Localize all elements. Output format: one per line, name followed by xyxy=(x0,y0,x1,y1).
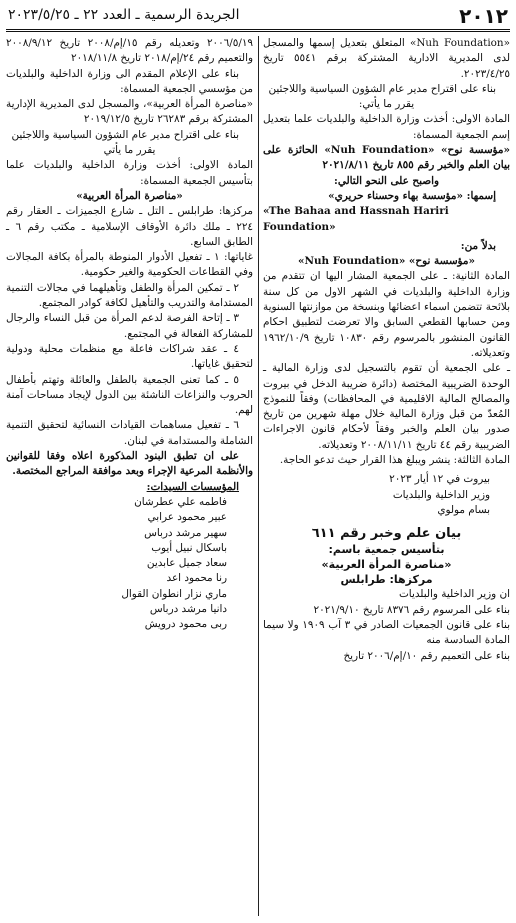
association-name: «مناصرة المرأة العربية» xyxy=(76,189,183,202)
founders-heading: المؤسسات السيدات: xyxy=(146,480,239,493)
decides-line: يقرر ما يأتي xyxy=(103,144,156,157)
paragraph: «Nuh Foundation» المتعلق بتعديل إسمها والمسجل لدى المديرية الادارية المشتركة برقم ٥٥٤١ تاريخ ٢٠٢٣/٤/٢٥. xyxy=(263,37,510,80)
signatory-title: وزير الداخلية والبلديات xyxy=(392,488,490,501)
founder-name: ربى محمود درويش xyxy=(144,618,227,631)
paragraph: ان وزير الداخلية والبلديات xyxy=(399,588,510,601)
page-number: ٢٠١٢ xyxy=(459,4,508,28)
article-three: المادة الثالثة: ينشر ويبلغ هذا القرار حيث تدعو الحاجة. xyxy=(279,454,510,467)
founders-list xyxy=(6,495,253,633)
founder-name: ماري نزار انطوان القوال xyxy=(121,587,227,600)
paragraph: بناء على قانون الجمعيات الصادر في ٣ آب ١٩٠٩ ولا سيما المادة السادسة منه xyxy=(263,618,510,647)
article-one: المادة الاولى: أخذت وزارة الداخلية والبلديات علما بتعديل إسم الجمعية المسماة: xyxy=(263,113,510,141)
notice-title: بيان علم وخبر رقم ٦١١ xyxy=(311,526,462,542)
signatory-name: بسام مولوي xyxy=(437,503,490,516)
objective-item: ٢ ـ تمكين المرأة والطفل وتأهيلهما في مجالات التنمية المستدامة والتدريب والتأهيل لكافة كوادر المجتمع. xyxy=(6,281,253,310)
founder-name: سهير مرشد درباس xyxy=(144,526,227,539)
objective-item: ٤ ـ عقد شراكات فاعلة مع منظمات محلية ودولية لتحقيق غاياتها. xyxy=(6,342,253,371)
paragraph: بناء على التعميم رقم ١٠/إم/٢٠٠٦ تاريخ xyxy=(343,649,510,662)
association-seat: مركزها: طرابلس xyxy=(340,573,433,587)
decides-line: يقرر ما يأتي: xyxy=(358,98,415,111)
paragraph: بناء على اقتراح مدير عام الشؤون السياسية واللاجئين xyxy=(11,128,239,141)
signing-date: بيروت في ١٢ أيار ٢٠٢٣ xyxy=(389,473,490,486)
article-one: المادة الاولى: أخذت وزارة الداخلية والبلديات علما بتأسيس الجمعية المسماة: xyxy=(6,159,253,187)
right-column xyxy=(263,36,510,664)
old-name: «مؤسسة نوح» «Nuh Foundation» xyxy=(298,255,475,268)
article-two: المادة الثانية: ـ على الجمعية المشار اليها ان تتقدم من وزارة الداخلية والبلديات في الشهر الاول من كل سنة بلائحة تتضمن اسماء اعضائها وبنسخة من موازنتها السنوية ومن حسابها القطعي السابق والا تعرضت لتطبيق احكام القانون المنشور بالمرسوم رقم ١٠٨٣٠ تاريخ ١٩٦٢/١٠/٩ وتعديلاته. xyxy=(263,270,510,359)
founder-name: باسكال نبيل أيوب xyxy=(151,541,227,554)
founder-name: فاطمه علي عطرشان xyxy=(134,495,227,508)
signature-block xyxy=(263,472,510,518)
notice-subtitle: بتأسيس جمعية باسم: xyxy=(328,542,445,556)
new-name-english: «The Bahaa and Hassnah Hariri Foundation» xyxy=(263,205,449,233)
became-line: واصبح على النحو التالي: xyxy=(333,174,439,187)
new-name-arabic: إسمها: «مؤسسة بهاء وحسناء حريري» xyxy=(328,189,496,202)
founder-name: دانيا مرشد درباس xyxy=(149,602,227,615)
paragraph: بناء على المرسوم رقم ٨٣٧٦ تاريخ ٢٠٢١/٩/١٠ xyxy=(313,603,510,616)
objective-item: ٣ ـ إتاحة الفرصة لدعم المرأة من قبل النساء والرجال للمشاركة الفعالة في المجتمع. xyxy=(6,312,253,340)
gazette-title: الجريدة الرسمية ـ العدد ٢٢ ـ ٢٠٢٣/٥/٢٥ xyxy=(8,7,240,23)
objective-item: ٦ ـ تفعيل مساهمات القيادات النسائية لتحقيق التنمية الشاملة والمستدامة في لبنان. xyxy=(6,419,253,447)
objective-item: ٥ ـ كما تعنى الجمعية بالطفل والعائلة وتهتم بأطفال الحروب والنزاعات الناشئة بين الدول لإيجاد مساحات آمنة لهم. xyxy=(6,373,253,417)
founder-name: عبير محمود عرابي xyxy=(147,511,227,524)
association-name: «مناصرة المرأة العربية» xyxy=(321,557,452,571)
tax-registration-clause: ـ على الجمعية أن تقوم بالتسجيل لدى وزارة المالية ـ الوحدة الضريبية المختصة (دائرة ضريبة الدخل في بيروت والمصالح المالية الاقليمية في المحافظات) وفقاً للنموذج المُعدّ من قبل وزارة المالية خلال مهلة شهرين من تاريخ صدور بيان العلم والخبر وفقاً لأحكام قانون الاجراءات الضريبية رقم ٤٤ تاريخ ٢٠٠٨/١١/١١ وتعديلاته. xyxy=(263,362,510,451)
paragraph: بناء على الإعلام المقدم الى وزارة الداخلية والبلديات من مؤسسي الجمعية المسماة: xyxy=(6,67,253,95)
objectives: غاياتها: ١ ـ تفعيل الأدوار المنوطة بالمرأة بكافة المجالات وفي القطاعات الحكومية والغير حكومية. xyxy=(6,251,253,279)
founder-name: سعاد جميل عابدين xyxy=(146,557,227,570)
page-header xyxy=(6,3,510,32)
association-seat: مركزها: طرابلس ـ التل ـ شارع الجميزات ـ العقار رقم ٢٢٤ ـ ملك دائرة الأوقاف الإسلامية ـ مكتب رقم ٦ ـ الطابق السابع. xyxy=(6,205,253,248)
paragraph: ٢٠٠٦/٥/١٩ وتعديله رقم ١٥/إم/٢٠٠٨ تاريخ ٢٠٠٨/٩/١٢ والتعميم رقم ٢٤/إم/٢٠١٨ تاريخ ٢٠١٨/١١/٨ xyxy=(6,37,254,65)
conditions-clause: على ان تطبق البنود المذكورة اعلاه وفقا للقوانين والأنظمة المرعية الإجراء وبعد موافقة المراجع المختصة. xyxy=(6,450,253,478)
founder-name: رنا محمود اعد xyxy=(166,572,227,585)
instead-of: بدلاً من: xyxy=(460,239,496,252)
association-name: «مؤسسة نوح» «Nuh Foundation» الحائزة على بيان العلم والخبر رقم ٨٥٥ تاريخ ٢٠٢١/٨/١١ xyxy=(263,144,510,172)
paragraph: بناء على اقتراح مدير عام الشؤون السياسية واللاجئين xyxy=(268,82,496,95)
association-name: «مناصرة المرأة العربية»، والمسجل لدى المديرية الإدارية المشتركة برقم ٢٦٢٨٣ تاريخ ٢٠١٩/١٢/٥ xyxy=(6,98,253,126)
column-divider xyxy=(258,36,259,916)
left-column xyxy=(6,36,253,633)
